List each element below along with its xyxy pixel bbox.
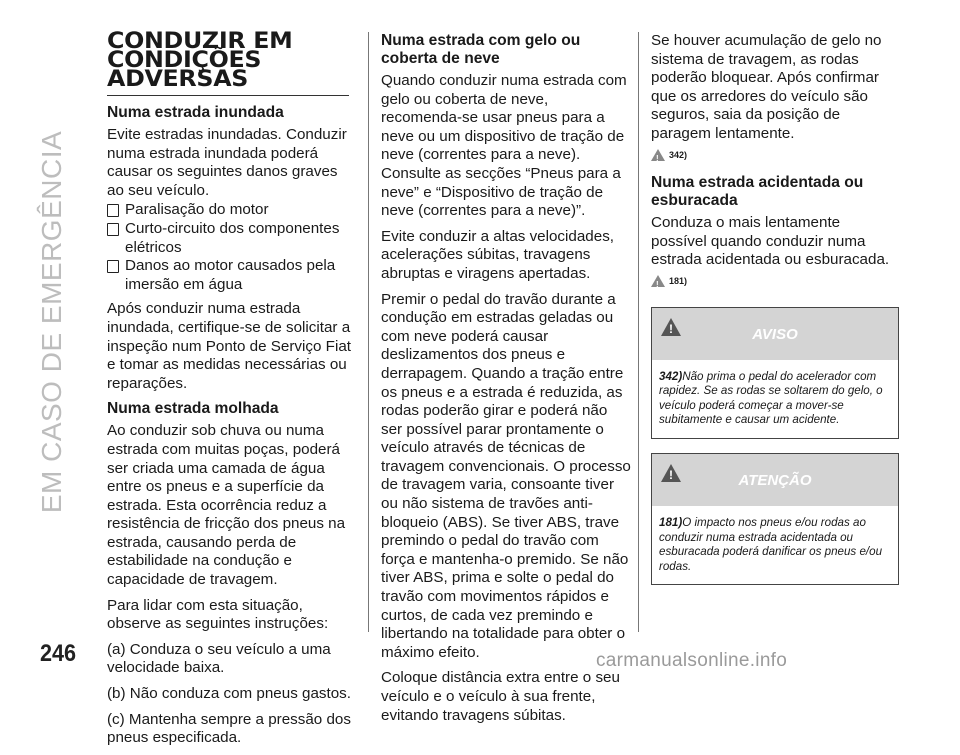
section-title-line: CONDUZIR EM [107,29,293,54]
atencao-label: ATENÇÃO [738,471,812,489]
column-divider-2 [638,32,639,632]
warning-reference: ! 342) [651,146,899,165]
warning-triangle-icon [651,149,665,161]
column-3 [651,32,899,585]
section-title [107,29,375,92]
column-divider-1 [368,32,369,632]
paragraph: Para lidar com esta situação, observe as seguintes instruções: [107,596,329,633]
footer-watermark: carmanualsonline.info [596,650,788,671]
atencao-header [652,454,898,506]
paragraph: Após conduzir numa estrada inundada, certifique-se de solicitar a inspeção num Ponto de Serviço Fiat e tomar as medidas necessárias ou reparações. [107,300,351,392]
paragraph: Se houver acumulação de gelo no sistema de travagem, as rodas poderão bloquear. Após confirmar que os arredores do veículo são seguros, saia da posição de paragem lentamente. [651,32,882,142]
subheading-rough-road: Numa estrada acidentada ou esburacada [651,174,864,210]
checkbox-bullet-icon [107,223,119,236]
aviso-label: AVISO [752,325,798,343]
warning-triangle-icon [651,275,665,287]
aviso-header [652,308,898,360]
section-title-line: CONDIÇÕES [107,48,262,73]
subheading-wet-road: Numa estrada molhada [107,400,279,418]
list-item: Danos ao motor causados pela imersão em água [107,257,355,294]
note-number: 342) [659,369,683,383]
aviso-box [651,307,899,439]
note-text: O impacto nos pneus e/ou rodas ao conduzir numa estrada acidentada ou esburacada poderá danificar os pneus e/ou rodas. [659,515,883,573]
paragraph: Quando conduzir numa estrada com gelo ou coberta de neve, recomenda-se usar pneus para a neve ou um dispositivo de tração de neve (correntes para a neve). Consulte as secções “Pneus para a neve” e “Dispositivo de tração de neve (correntes para a neve)”. [381,72,627,220]
caution-reference: ! 181) [651,272,899,291]
atencao-body [652,506,898,584]
list-item: Curto-circuito dos componentes elétricos [107,220,355,257]
paragraph: (b) Não conduza com pneus gastos. [107,685,351,703]
side-section-title-text: EM CASO DE EMERGÊNCIA [36,130,67,514]
paragraph: Premir o pedal do travão durante a condução em estradas geladas ou com neve poderá causar deslizamentos dos pneus e derrapagem. Quando a tração entre os pneus e a estrada é reduzida, as rodas poderão girar e poderá não ser possível parar prontamente o veículo através de técnicas de travagem convencionais. O processo de travagem varia, consoante tiver ou não sistema de travões anti-bloqueio (ABS). Se tiver ABS, trave premindo o pedal do travão com força e mantenha-o premido. Se não tiver ABS, prima e solte o pedal do travão com movimentos rápidos e curtos, de cada vez premindo e libertando na totalidade para obter o máximo efeito. [381,290,631,661]
atencao-box [651,453,899,585]
note-text: Não prima o pedal do acelerador com rapidez. Se as rodas se soltarem do gelo, o veículo poderá começar a mover-se subitamente e causar um acidente. [659,369,883,427]
paragraph: Coloque distância extra entre o seu veículo e o veículo à sua frente, evitando travagens súbitas. [381,669,620,724]
section-title-line: ADVERSAS [107,67,249,92]
paragraph: Evite conduzir a altas velocidades, acelerações súbitas, travagens abruptas e viragens apertadas. [381,227,615,282]
checkbox-bullet-icon [107,260,119,273]
paragraph: Ao conduzir sob chuva ou numa estrada com muitas poças, poderá ser criada uma camada de água entre os pneus e a superfície da estrada. Esta ocorrência reduz a resistência de fricção dos pneus na estrada, causando perda de estabilidade na condução e capacidade de travagem. [107,422,346,589]
subheading-snow-road: Numa estrada com gelo ou coberta de neve [381,32,581,67]
paragraph: (c) Mantenha sempre a pressão dos pneus especificada. [107,710,351,747]
paragraph: (a) Conduza o seu veículo a uma velocidade baixa. [107,640,331,677]
paragraph: Evite estradas inundadas. Conduzir numa estrada inundada poderá causar os seguintes danos graves ao seu veículo. [107,126,347,199]
list-item: Paralisação do motor [107,201,355,220]
subheading-flooded-road: Numa estrada inundada [107,104,284,121]
aviso-body [652,360,898,438]
paragraph: Conduza o mais lentamente possível quando conduzir numa estrada acidentada ou esburacada. [651,214,890,269]
page-number: 246 [40,640,77,667]
checkbox-bullet-icon [107,204,119,217]
column-1 [107,29,355,755]
column-2 [381,32,631,732]
note-number: 181) [659,515,683,529]
title-underline [107,95,349,96]
